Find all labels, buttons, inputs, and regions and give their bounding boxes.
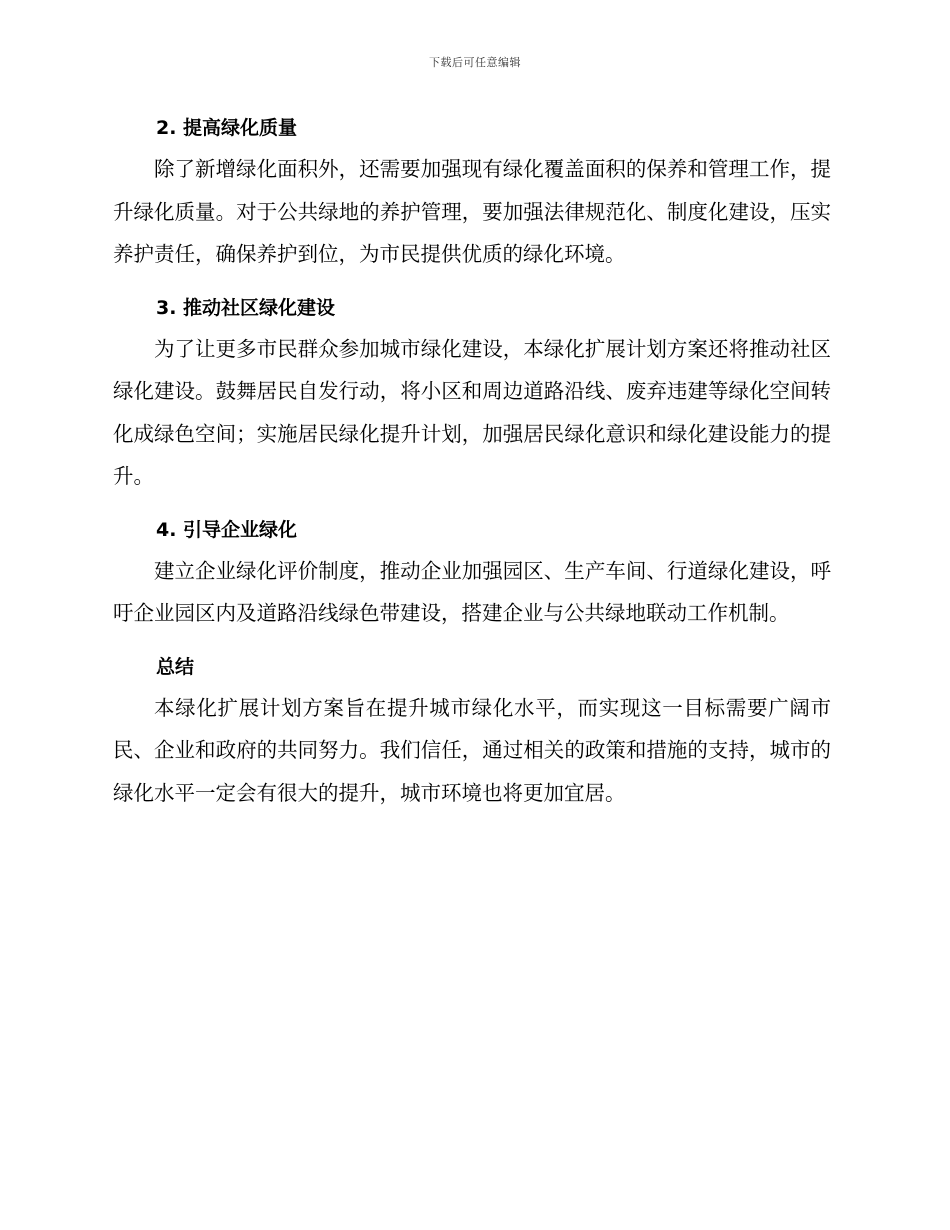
section-paragraph: 除了新增绿化面积外，还需要加强现有绿化覆盖面积的保养和管理工作，提升绿化质量。对于公共绿地的养护管理，要加强法律规范化、制度化建设，压实养护责任，确保养护到位，为市民提供优质的绿化环境。 xyxy=(113,157,831,266)
page-header-note: 下载后可任意编辑 xyxy=(429,56,521,69)
section-heading: 2. 提高绿化质量 xyxy=(156,117,298,139)
section-enterprise-greening xyxy=(113,510,831,635)
section-summary xyxy=(113,647,831,815)
section-improve-greening-quality xyxy=(113,108,831,276)
section-paragraph: 建立企业绿化评价制度，推动企业加强园区、生产车间、行道绿化建设，呼吁企业园区内及道路沿线绿色带建设，搭建企业与公共绿地联动工作机制。 xyxy=(113,558,831,625)
section-heading: 3. 推动社区绿化建设 xyxy=(156,296,336,319)
section-heading: 总结 xyxy=(156,655,195,678)
document-body xyxy=(113,108,831,826)
section-heading: 4. 引导企业绿化 xyxy=(156,518,298,541)
section-community-greening xyxy=(113,288,831,498)
section-paragraph: 本绿化扩展计划方案旨在提升城市绿化水平，而实现这一目标需要广阔市民、企业和政府的共同努力。我们信任，通过相关的政策和措施的支持，城市的绿化水平一定会有很大的提升，城市环境也将更加宜居。 xyxy=(113,695,831,805)
section-paragraph: 为了让更多市民群众参加城市绿化建设，本绿化扩展计划方案还将推动社区绿化建设。鼓舞居民自发行动，将小区和周边道路沿线、废弃违建等绿化空间转化成绿色空间；实施居民绿化提升计划，加强居民绿化意识和绿化建设能力的提升。 xyxy=(113,336,831,488)
